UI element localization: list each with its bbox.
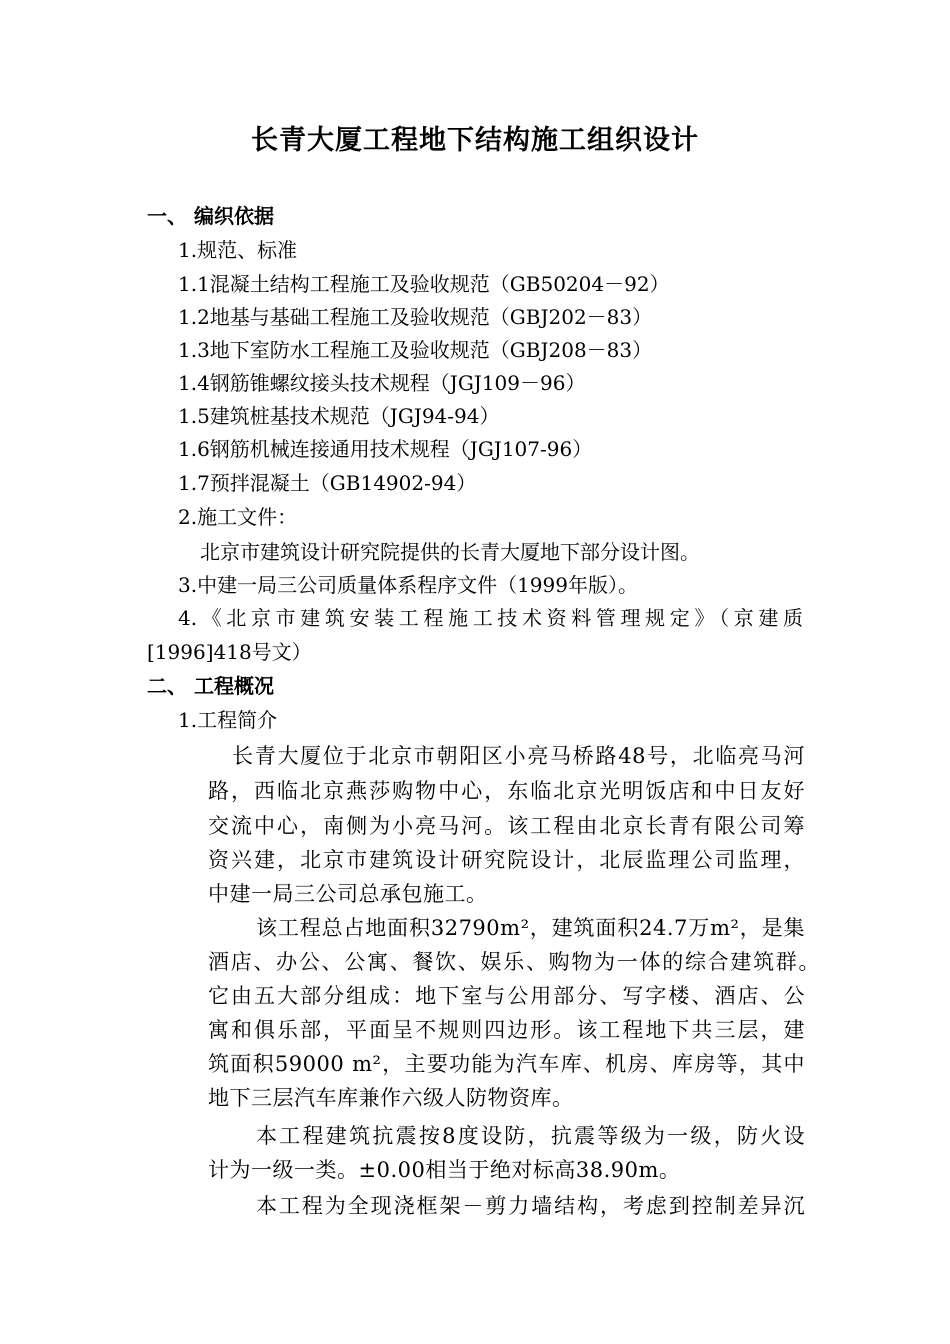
- list-item: 3.中建一局三公司质量体系程序文件（1999年版）。: [178, 573, 638, 597]
- paragraph-line: 中建一局三公司总承包施工。: [208, 882, 488, 906]
- section-heading-basis: 一、 编织依据: [147, 204, 274, 228]
- list-item: 1.规范、标准: [178, 238, 298, 262]
- paragraph-line: 地下三层汽车库兼作六级人防物资库。: [208, 1086, 574, 1110]
- paragraph-line: 酒店、办公、公寓、餐饮、娱乐、购物为一体的综合建筑群。: [208, 950, 820, 974]
- paragraph-line: 寓和俱乐部，平面呈不规则四边形。该工程地下共三层，建: [208, 1018, 805, 1042]
- list-item: 1.2地基与基础工程施工及验收规范（GBJ202－83）: [178, 305, 653, 329]
- list-item: 1.4钢筋锥螺纹接头技术规程（JGJ109－96）: [178, 371, 586, 395]
- document-title: 长青大厦工程地下结构施工组织设计: [251, 125, 699, 156]
- list-item: 1.3地下室防水工程施工及验收规范（GBJ208－83）: [178, 338, 653, 362]
- paragraph-line: 本工程建筑抗震按8度设防，抗震等级为一级，防火设: [256, 1124, 805, 1148]
- list-item: 1.1混凝土结构工程施工及验收规范（GB50204－92）: [178, 272, 670, 296]
- list-item: [1996]418号文）: [147, 640, 312, 664]
- list-item: 1.5建筑桩基技术规范（JGJ94-94）: [178, 404, 500, 428]
- list-item: 1.7预拌混凝土（GB14902-94）: [178, 471, 477, 495]
- paragraph-line: 筑面积59000 m²，主要功能为汽车库、机房、库房等，其中: [208, 1052, 805, 1076]
- list-item: 1.6钢筋机械连接通用技术规程（JGJ107-96）: [178, 437, 593, 461]
- paragraph-line: 该工程总占地面积32790m²，建筑面积24.7万m²，是集: [256, 916, 805, 940]
- paragraph-line: 本工程为全现浇框架－剪力墙结构，考虑到控制差异沉: [256, 1194, 805, 1218]
- paragraph-line: 交流中心，南侧为小亮马河。该工程由北京长青有限公司筹: [208, 814, 805, 838]
- paragraph-line: 计为一级一类。±0.00相当于绝对标高38.90m。: [208, 1158, 681, 1182]
- section-heading-overview: 二、 工程概况: [147, 674, 274, 698]
- paragraph-line: 资兴建，北京市建筑设计研究院设计，北辰监理公司监理，: [208, 848, 805, 872]
- list-item: 2.施工文件：: [178, 505, 298, 529]
- paragraph-line: 路，西临北京燕莎购物中心，东临北京光明饭店和中日友好: [208, 779, 805, 803]
- list-item: 4.《北京市建筑安装工程施工技术资料管理规定》（京建质: [178, 606, 803, 630]
- paragraph-line: 它由五大部分组成：地下室与公用部分、写字楼、酒店、公: [208, 984, 805, 1008]
- subheading: 1.工程简介: [178, 708, 278, 732]
- list-item: 北京市建筑设计研究院提供的长青大厦地下部分设计图。: [200, 540, 700, 564]
- paragraph-line: 长青大厦位于北京市朝阳区小亮马桥路48号，北临亮马河: [232, 744, 805, 768]
